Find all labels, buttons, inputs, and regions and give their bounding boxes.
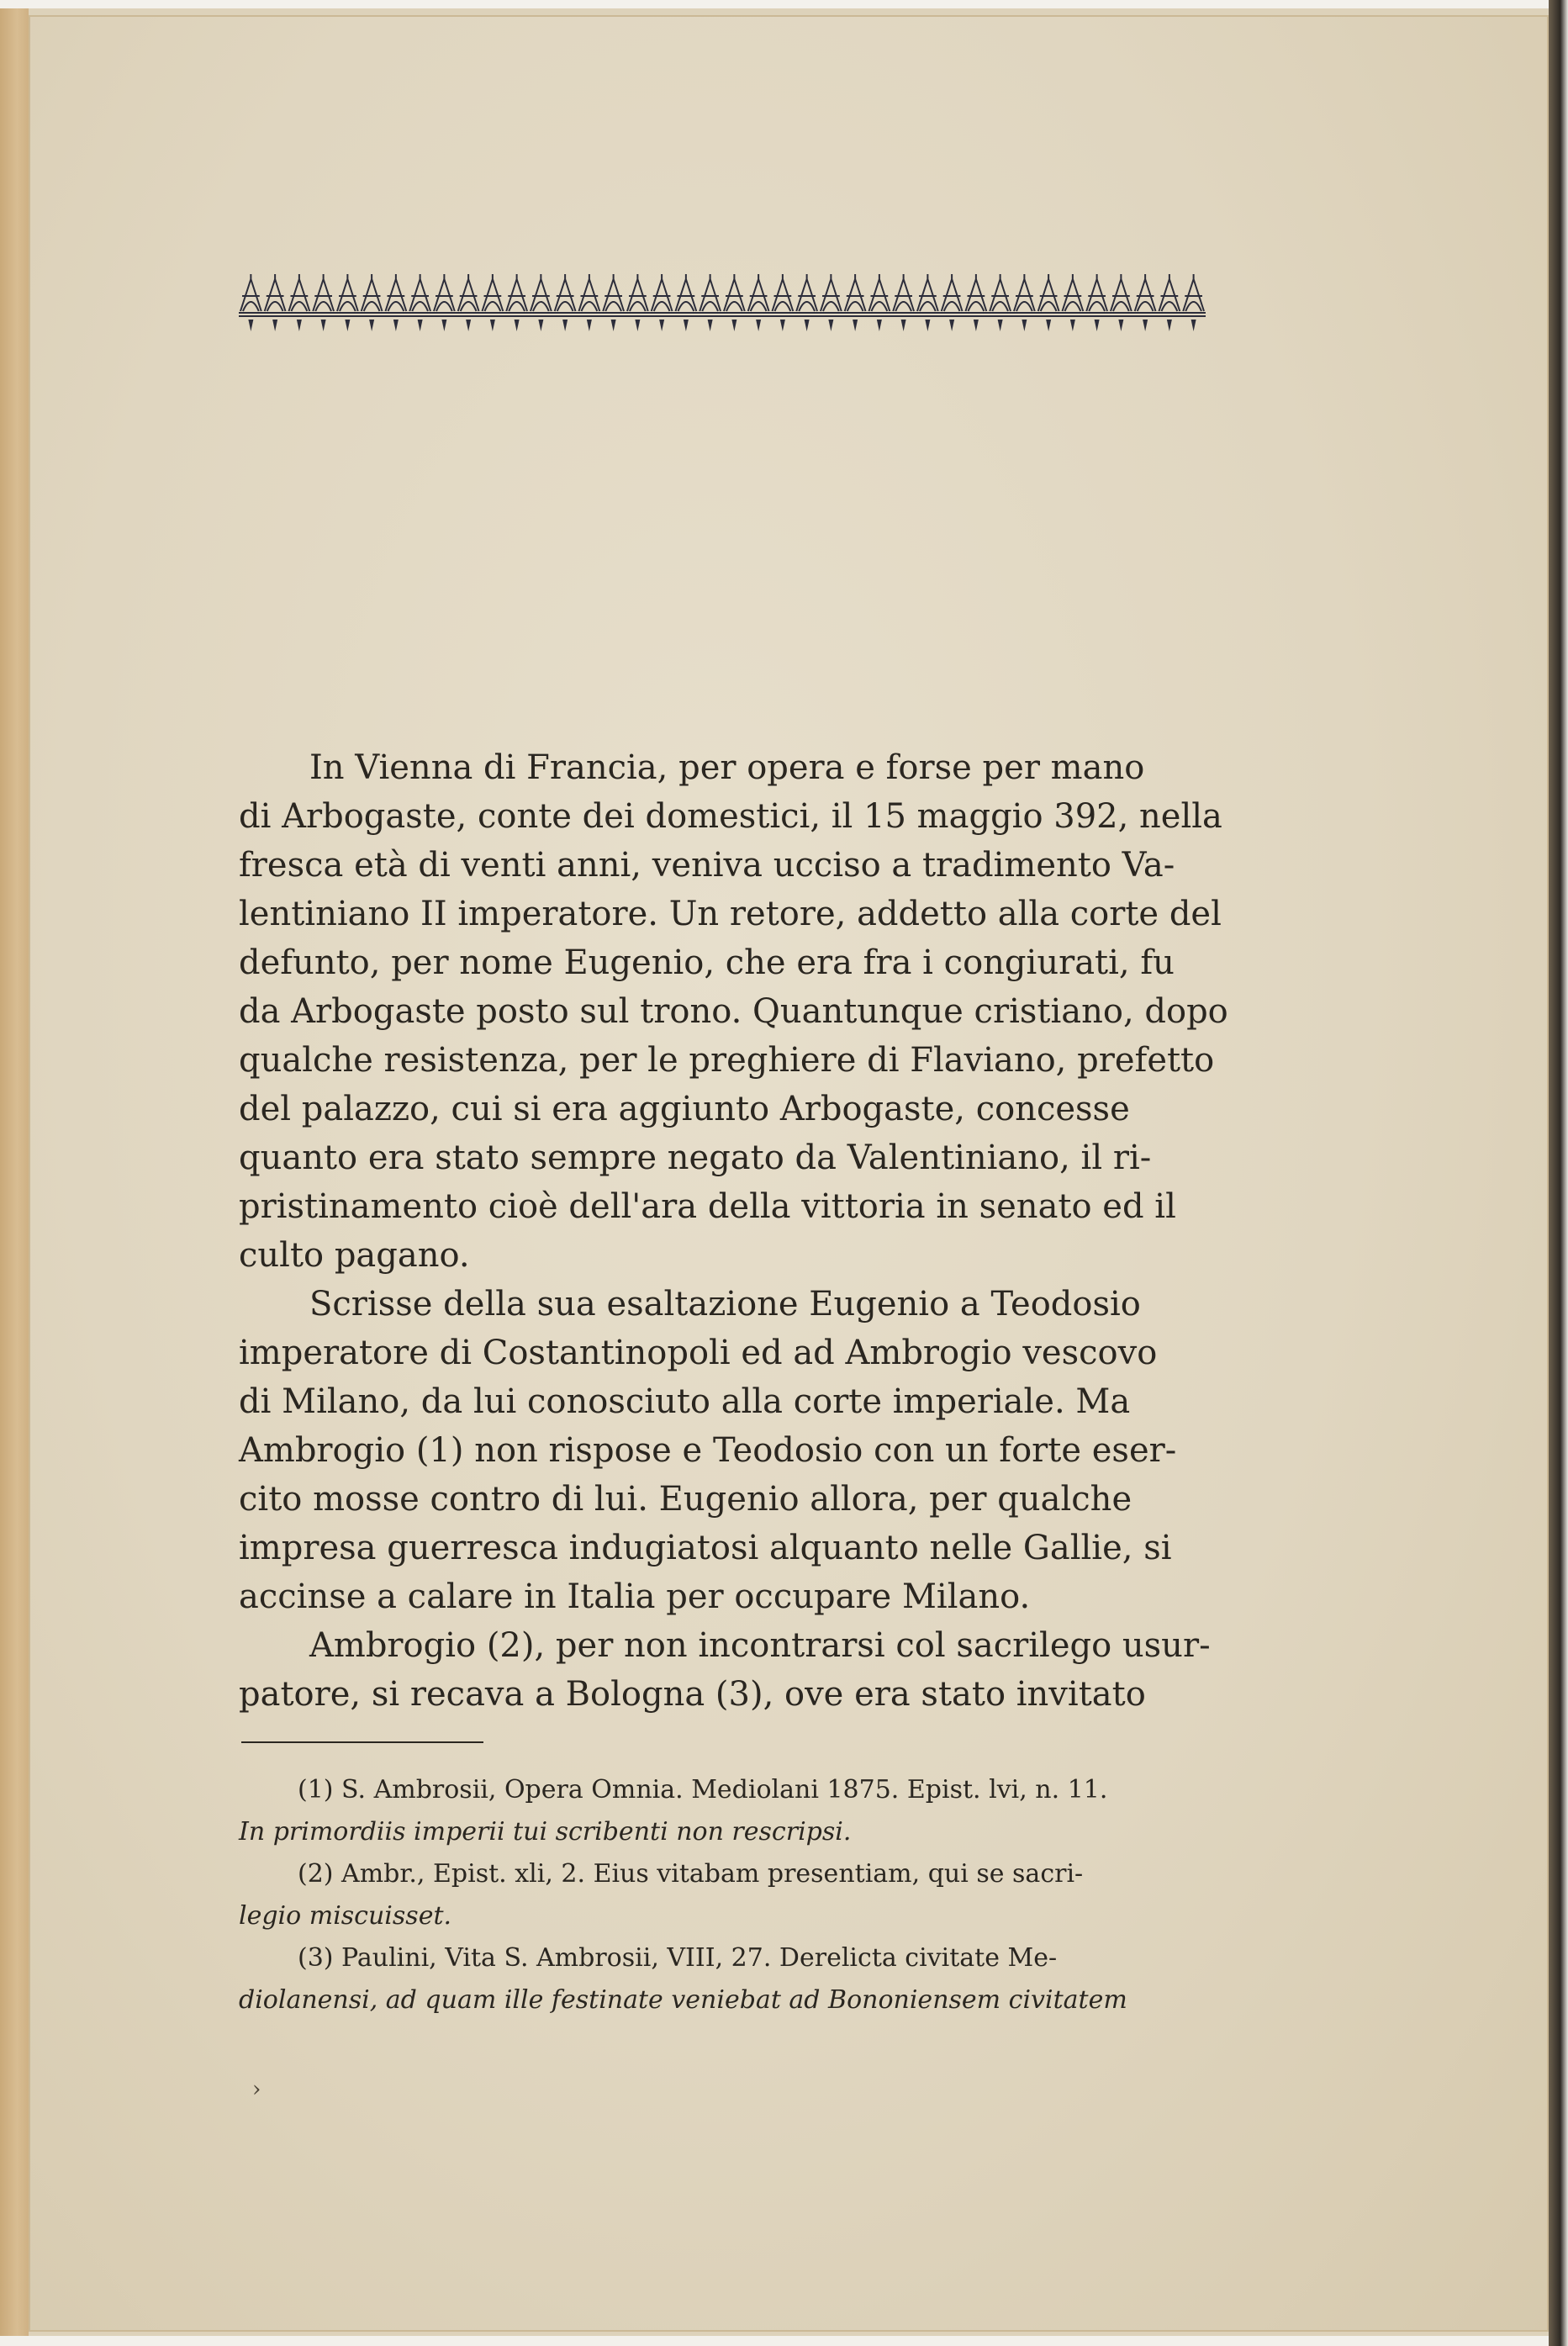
footnote-3: (3) Paulini, Vita S. Ambrosii, VIII, 27. Derelicta civitate Me-	[298, 1943, 1058, 1973]
text-line: patore, si recava a Bologna (3), ove era stato invitato	[239, 1675, 1146, 1714]
ornament-pattern-icon	[239, 267, 1206, 343]
text-line: cito mosse contro di lui. Eugenio allora, per qualche	[239, 1480, 1132, 1519]
decorative-header-border	[239, 267, 1206, 343]
footnotes	[239, 1769, 1206, 2021]
text-line: del palazzo, cui si era aggiunto Arbogaste, concesse	[239, 1090, 1130, 1128]
text-line: di Arbogaste, conte dei domestici, il 15 maggio 392, nella	[239, 797, 1222, 836]
text-line: qualche resistenza, per le preghiere di Flaviano, prefetto	[239, 1041, 1215, 1080]
footnote-3-continuation: diolanensi, ad quam ille festinate veniebat ad Bononiensem civitatem	[239, 1985, 1127, 2015]
text-line: fresca età di venti anni, veniva ucciso a tradimento Va-	[239, 846, 1175, 885]
text-line: impresa guerresca indugiatosi alquanto nelle Gallie, si	[239, 1529, 1172, 1567]
footnote-1-continuation: In primordiis imperii tui scribenti non rescripsi.	[239, 1817, 852, 1847]
footnote-2: (2) Ambr., Epist. xli, 2. Eius vitabam presentiam, qui se sacri-	[298, 1859, 1084, 1889]
main-paragraphs	[239, 743, 1228, 1719]
text-line: culto pagano.	[239, 1236, 470, 1275]
footnote-2-continuation: legio miscuisset.	[239, 1901, 452, 1931]
text-line: da Arbogaste posto sul trono. Quantunque cristiano, dopo	[239, 992, 1228, 1031]
text-line: lentiniano II imperatore. Un retore, addetto alla corte del	[239, 895, 1222, 933]
text-line: defunto, per nome Eugenio, che era fra i congiurati, fu	[239, 943, 1175, 982]
text-line: In Vienna di Francia, per opera e forse per mano	[309, 748, 1145, 787]
stray-mark-icon: ›	[252, 2077, 261, 2102]
text-line: Scrisse della sua esaltazione Eugenio a Teodosio	[309, 1285, 1141, 1324]
text-line: pristinamento cioè dell'ara della vittoria in senato ed il	[239, 1187, 1176, 1226]
page-gutter	[0, 0, 29, 2346]
scan-border-top	[0, 0, 1568, 8]
footnote-1: (1) S. Ambrosii, Opera Omnia. Mediolani 1875. Epist. lvi, n. 11.	[298, 1775, 1108, 1804]
page-edge-right	[1549, 0, 1568, 2346]
text-line: imperatore di Costantinopoli ed ad Ambrogio vescovo	[239, 1334, 1158, 1372]
text-line: Ambrogio (1) non rispose e Teodosio con un forte eser-	[239, 1431, 1177, 1470]
text-line: accinse a calare in Italia per occupare Milano.	[239, 1577, 1031, 1616]
scan-border-bottom	[0, 2336, 1568, 2346]
footnote-separator	[241, 1741, 483, 1743]
text-line: Ambrogio (2), per non incontrarsi col sacrilego usur-	[309, 1626, 1211, 1665]
text-line: quanto era stato sempre negato da Valentiniano, il ri-	[239, 1139, 1152, 1177]
text-line: di Milano, da lui conosciuto alla corte imperiale. Ma	[239, 1382, 1131, 1421]
